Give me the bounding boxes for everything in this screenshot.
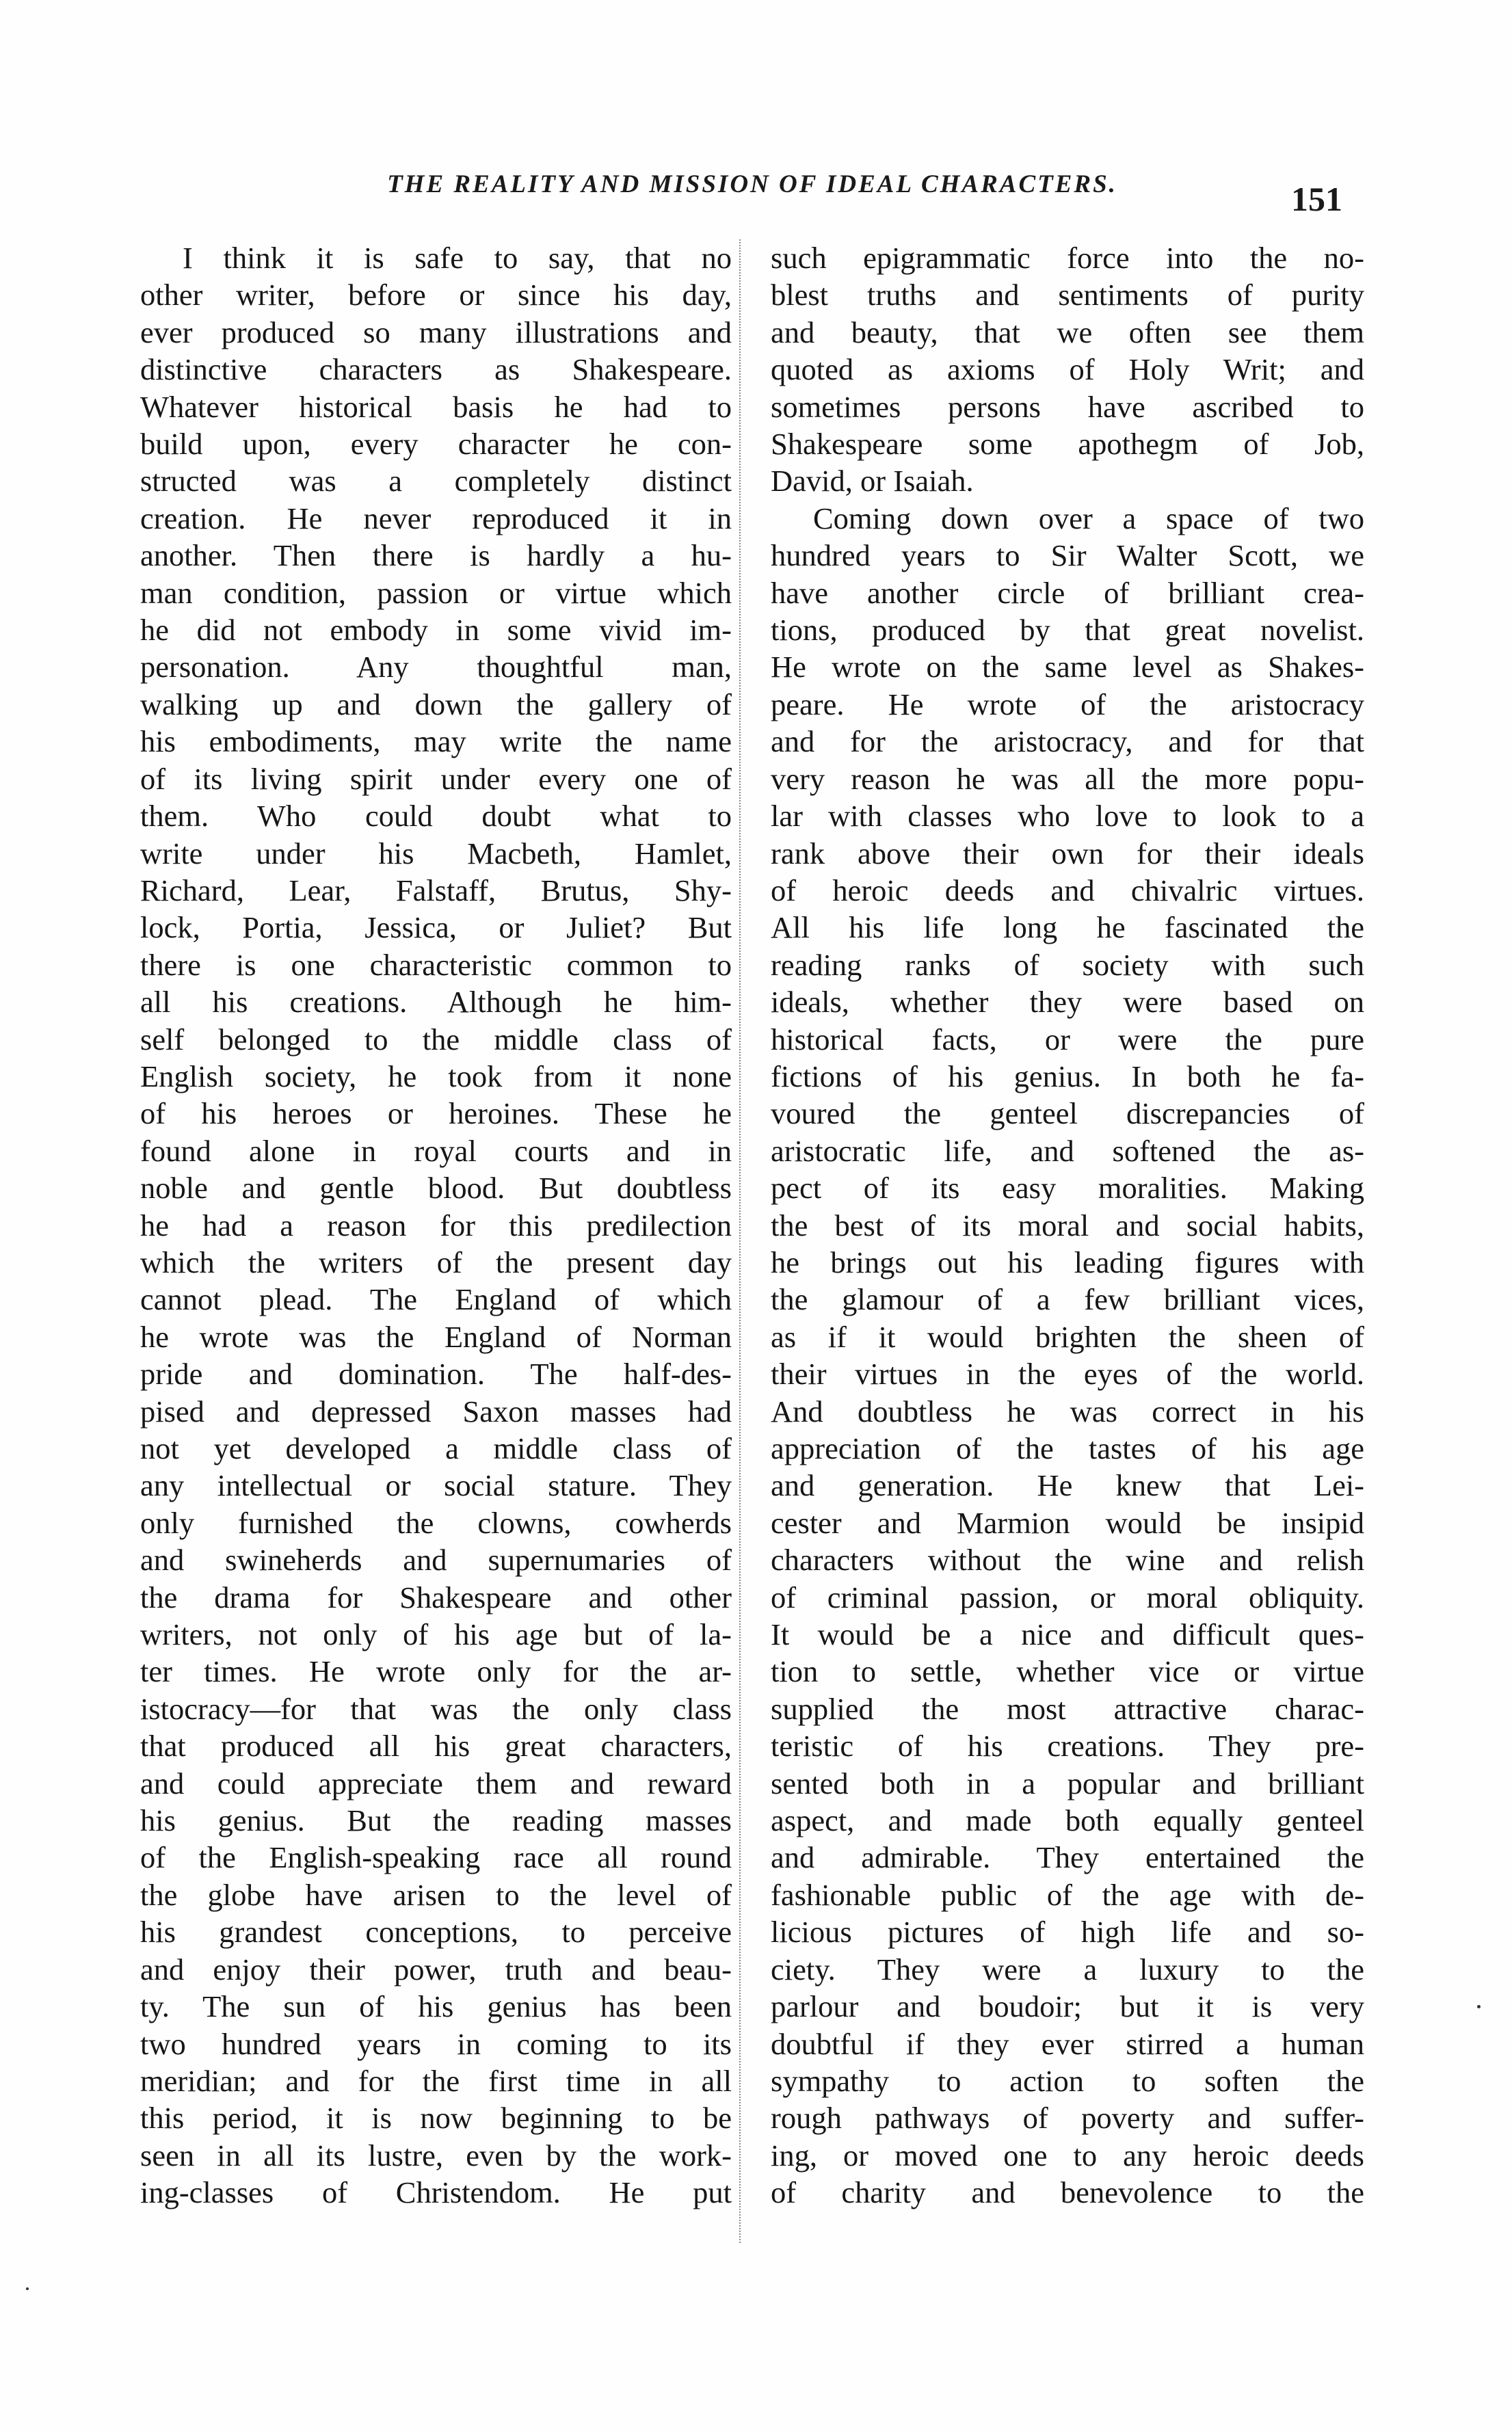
text-line: any intellectual or social stature. They	[140, 1468, 732, 1503]
text-line: He wrote on the same level as Shakes-	[771, 650, 1364, 685]
text-line: rough pathways of poverty and suffer-	[771, 2101, 1364, 2136]
text-line: blest truths and sentiments of purity	[771, 278, 1364, 313]
text-line: ever produced so many illustrations and	[140, 315, 732, 349]
text-line: which the writers of the present day	[140, 1245, 732, 1279]
text-line: lock, Portia, Jessica, or Juliet? But	[140, 910, 732, 945]
text-line: there is one characteristic common to	[140, 947, 732, 982]
text-line: that produced all his great characters,	[140, 1729, 732, 1764]
text-line: he brings out his leading figures with	[771, 1245, 1364, 1279]
text-line: man condition, passion or virtue which	[140, 575, 732, 610]
text-line: cannot plead. The England of which	[140, 1282, 732, 1317]
text-line: write under his Macbeth, Hamlet,	[140, 836, 732, 871]
text-line: voured the genteel discrepancies of	[771, 1096, 1364, 1131]
running-head: THE REALITY AND MISSION OF IDEAL CHARACTERS.	[387, 170, 1117, 198]
text-line: he had a reason for this predilection	[140, 1208, 732, 1243]
text-line: quoted as axioms of Holy Writ; and	[771, 352, 1364, 387]
text-line: ideals, whether they were based on	[771, 985, 1364, 1020]
print-speck	[26, 2287, 29, 2290]
text-line: And doubtless he was correct in his	[771, 1394, 1364, 1429]
print-speck	[1477, 2005, 1481, 2008]
text-line: structed was a completely distinct	[140, 464, 732, 499]
text-line: It would be a nice and difficult ques-	[771, 1617, 1364, 1652]
text-line: lar with classes who love to look to a	[771, 799, 1364, 834]
text-line: all his creations. Although he him-	[140, 985, 732, 1020]
text-line: ciety. They were a luxury to the	[771, 1952, 1364, 1987]
text-line: licious pictures of high life and so-	[771, 1915, 1364, 1950]
text-line: their virtues in the eyes of the world.	[771, 1357, 1364, 1392]
text-line: self belonged to the middle class of	[140, 1022, 732, 1057]
text-line: cester and Marmion would be insipid	[771, 1505, 1364, 1540]
text-line: aspect, and made both equally genteel	[771, 1803, 1364, 1838]
text-line: sometimes persons have ascribed to	[771, 389, 1364, 424]
text-line: teristic of his creations. They pre-	[771, 1729, 1364, 1764]
text-line: of criminal passion, or moral obliquity.	[771, 1580, 1364, 1615]
text-line: peare. He wrote of the aristocracy	[771, 687, 1364, 721]
text-line: he did not embody in some vivid im-	[140, 613, 732, 648]
text-line: rank above their own for their ideals	[771, 836, 1364, 871]
text-line: walking up and down the gallery of	[140, 687, 732, 721]
text-line: another. Then there is hardly a hu-	[140, 538, 732, 573]
text-line: Whatever historical basis he had to	[140, 389, 732, 424]
text-line: aristocratic life, and softened the as-	[771, 1133, 1364, 1168]
text-line: ter times. He wrote only for the ar-	[140, 1654, 732, 1689]
text-line: David, or Isaiah.	[771, 464, 974, 499]
text-line: hundred years to Sir Walter Scott, we	[771, 538, 1364, 573]
text-line: seen in all its lustre, even by the work-	[140, 2138, 732, 2173]
text-line: personation. Any thoughtful man,	[140, 650, 732, 685]
text-line: the globe have arisen to the level of	[140, 1877, 732, 1912]
text-line: historical facts, or were the pure	[771, 1022, 1364, 1057]
text-line: and for the aristocracy, and for that	[771, 724, 1364, 759]
text-line: his embodiments, may write the name	[140, 724, 732, 759]
text-line: doubtful if they ever stirred a human	[771, 2026, 1364, 2061]
text-line: the best of its moral and social habits,	[771, 1208, 1364, 1243]
text-line: All his life long he fascinated the	[771, 910, 1364, 945]
text-line: have another circle of brilliant crea-	[771, 575, 1364, 610]
text-line: appreciation of the tastes of his age	[771, 1431, 1364, 1465]
text-line: and swineherds and supernumaries of	[140, 1543, 732, 1578]
text-line: such epigrammatic force into the no-	[771, 241, 1364, 275]
text-line: ty. The sun of his genius has been	[140, 1989, 732, 2024]
text-line: tions, produced by that great novelist.	[771, 613, 1364, 648]
text-line: found alone in royal courts and in	[140, 1133, 732, 1168]
text-line: I think it is safe to say, that no	[183, 241, 732, 275]
text-line: Richard, Lear, Falstaff, Brutus, Shy-	[140, 873, 732, 907]
text-line: the glamour of a few brilliant vices,	[771, 1282, 1364, 1317]
text-line: and could appreciate them and reward	[140, 1766, 732, 1801]
text-line: of his heroes or heroines. These he	[140, 1096, 732, 1131]
column-divider	[739, 239, 741, 2243]
text-line: of charity and benevolence to the	[771, 2175, 1364, 2210]
text-line: parlour and boudoir; but it is very	[771, 1989, 1364, 2024]
text-line: noble and gentle blood. But doubtless	[140, 1171, 732, 1206]
text-line: two hundred years in coming to its	[140, 2026, 732, 2061]
text-line: meridian; and for the first time in all	[140, 2063, 732, 2098]
text-line: pised and depressed Saxon masses had	[140, 1394, 732, 1429]
text-line: distinctive characters as Shakespeare.	[140, 352, 732, 387]
text-line: tion to settle, whether vice or virtue	[771, 1654, 1364, 1689]
text-line: ing-classes of Christendom. He put	[140, 2175, 732, 2210]
text-line: this period, it is now beginning to be	[140, 2101, 732, 2136]
text-line: fictions of his genius. In both he fa-	[771, 1059, 1364, 1093]
text-line: and generation. He knew that Lei-	[771, 1468, 1364, 1503]
text-line: of heroic deeds and chivalric virtues.	[771, 873, 1364, 907]
text-line: writers, not only of his age but of la-	[140, 1617, 732, 1652]
text-line: not yet developed a middle class of	[140, 1431, 732, 1465]
text-line: the drama for Shakespeare and other	[140, 1580, 732, 1615]
left-column	[140, 239, 732, 2211]
text-line: only furnished the clowns, cowherds	[140, 1505, 732, 1540]
text-line: his genius. But the reading masses	[140, 1803, 732, 1838]
text-line: fashionable public of the age with de-	[771, 1877, 1364, 1912]
text-line: Coming down over a space of two	[813, 501, 1364, 535]
text-line: supplied the most attractive charac-	[771, 1691, 1364, 1726]
text-line: other writer, before or since his day,	[140, 278, 732, 313]
text-line: he wrote was the England of Norman	[140, 1319, 732, 1354]
text-line: build upon, every character he con-	[140, 427, 732, 462]
text-line: pride and domination. The half-des-	[140, 1357, 732, 1392]
text-line: pect of its easy moralities. Making	[771, 1171, 1364, 1206]
text-line: and admirable. They entertained the	[771, 1840, 1364, 1875]
text-line: istocracy—for that was the only class	[140, 1691, 732, 1726]
text-line: them. Who could doubt what to	[140, 799, 732, 834]
right-column	[771, 239, 1364, 2211]
text-line: characters without the wine and relish	[771, 1543, 1364, 1578]
text-line: very reason he was all the more popu-	[771, 761, 1364, 796]
text-line: and enjoy their power, truth and beau-	[140, 1952, 732, 1987]
text-line: as if it would brighten the sheen of	[771, 1319, 1364, 1354]
text-line: sympathy to action to soften the	[771, 2063, 1364, 2098]
page-number: 151	[1291, 180, 1342, 218]
text-line: reading ranks of society with such	[771, 947, 1364, 982]
text-line: ing, or moved one to any heroic deeds	[771, 2138, 1364, 2173]
text-line: Shakespeare some apothegm of Job,	[771, 427, 1364, 462]
text-line: of the English-speaking race all round	[140, 1840, 732, 1875]
text-line: and beauty, that we often see them	[771, 315, 1364, 349]
text-line: of its living spirit under every one of	[140, 761, 732, 796]
text-line: creation. He never reproduced it in	[140, 501, 732, 535]
text-line: sented both in a popular and brilliant	[771, 1766, 1364, 1801]
text-line: English society, he took from it none	[140, 1059, 732, 1093]
text-line: his grandest conceptions, to perceive	[140, 1915, 732, 1950]
